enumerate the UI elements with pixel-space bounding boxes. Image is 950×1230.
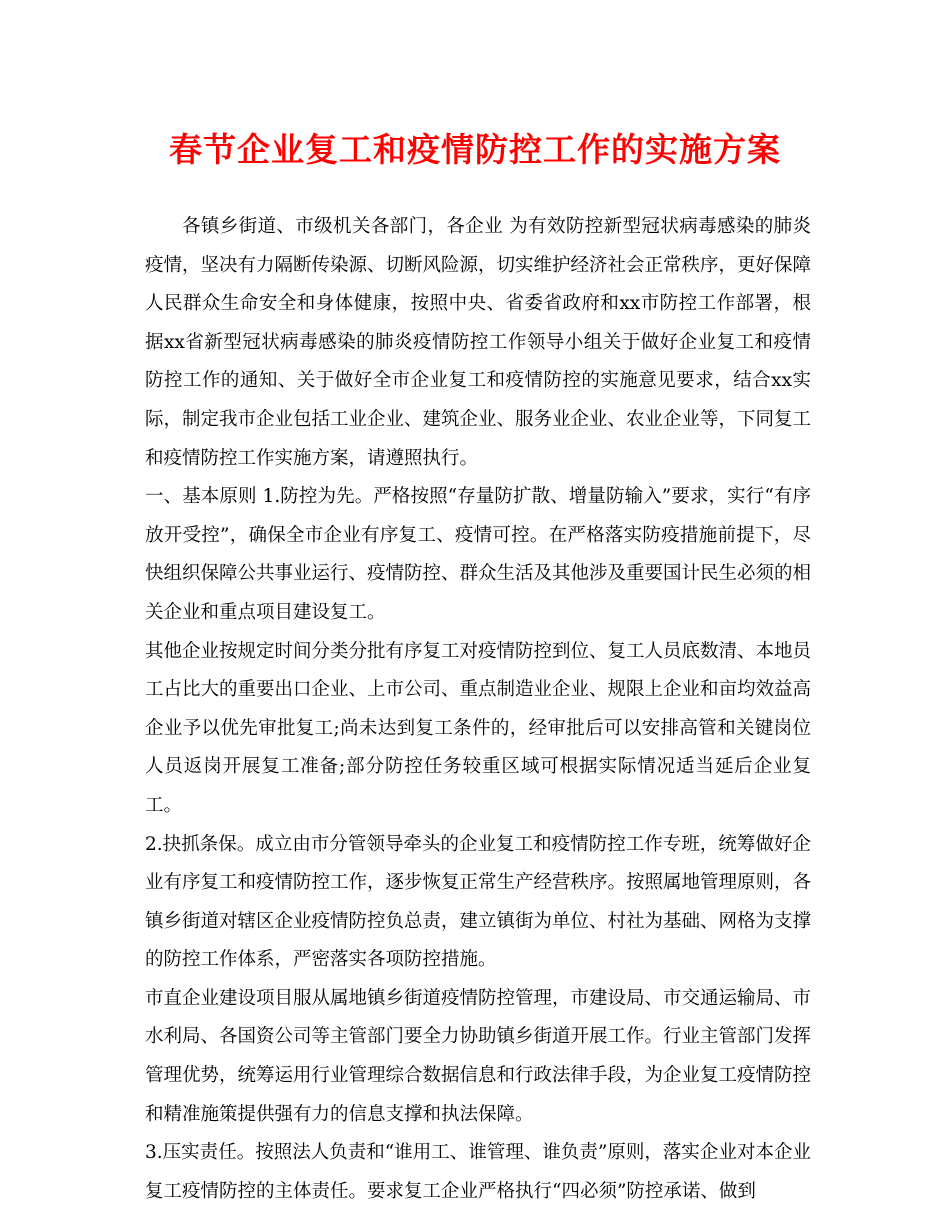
paragraph-section-2: 2.抉抓条保。成立由市分管领导牵头的企业复工和疫情防控工作专班，统筹做好企业有序复工和疫情防控工作，逐步恢复正常生产经营秩序。按照属地管理原则，各镇乡街道对辖区企业疫情防控负总责，建立镇街为单位、村社为基础、网格为支撑的防控工作体系，严密落实各项防控措施。 bbox=[145, 833, 812, 971]
document-title: 春节企业复工和疫情防控工作的实施方案 bbox=[169, 130, 781, 169]
paragraph-basic-principle: 一、基本原则 1.防控为先。严格按照“存量防扩散、增量防输入”要求，实行“有序放开受控”，确保全市企业有序复工、疫情可控。在严格落实防疫措施前提下，尽快组织保障公共事业运行、疫情防控、群众生活及其他涉及重要国计民生必须的相关企业和重点项目建设复工。 bbox=[145, 486, 812, 623]
paragraph-other-enterprises: 其他企业按规定时间分类分批有序复工对疫情防控到位、复工人员底数清、本地员工占比大的重要出口企业、上市公司、重点制造业企业、规限上企业和亩均效益高企业予以优先审批复工;尚未达到复工条件的，经审批后可以安排高管和关键岗位人员返岗开展复工准备;部分防控任务较重区域可根据实际情况适当延后企业复工。 bbox=[145, 640, 812, 816]
document-body bbox=[145, 208, 811, 1211]
paragraph-municipal-enterprises: 市直企业建设项目服从属地镇乡街道疫情防控管理，市建设局、市交通运输局、市水利局、各国资公司等主管部门要全力协助镇乡街道开展工作。行业主管部门发挥管理优势，统筹运用行业管理综合数据信息和行政法律手段，为企业复工疫情防控和精准施策提供强有力的信息支撑和执法保障。 bbox=[145, 987, 812, 1125]
paragraph-intro: 各镇乡街道、市级机关各部门，各企业 为有效防控新型冠状病毒感染的肺炎疫情，坚决有力隔断传染源、切断风险源，切实维护经济社会正常秩序，更好保障人民群众生命安全和身体健康，按照中央、省委省政府和xx市防控工作部署，根据xx省新型冠状病毒感染的肺炎疫情防控工作领导小组关于做好企业复工和疫情防控工作的通知、关于做好全市企业复工和疫情防控的实施意见要求，结合xx实际，制定我市企业包括工业企业、建筑企业、服务业企业、农业企业等，下同复工和疫情防控工作实施方案，请遵照执行。 bbox=[145, 216, 812, 469]
paragraph-section-3: 3.压实责任。按照法人负责和“谁用工、谁管理、谁负责”原则，落实企业对本企业复工疫情防控的主体责任。要求复工企业严格执行“四必须”防控承诺、做到 bbox=[145, 1142, 811, 1202]
